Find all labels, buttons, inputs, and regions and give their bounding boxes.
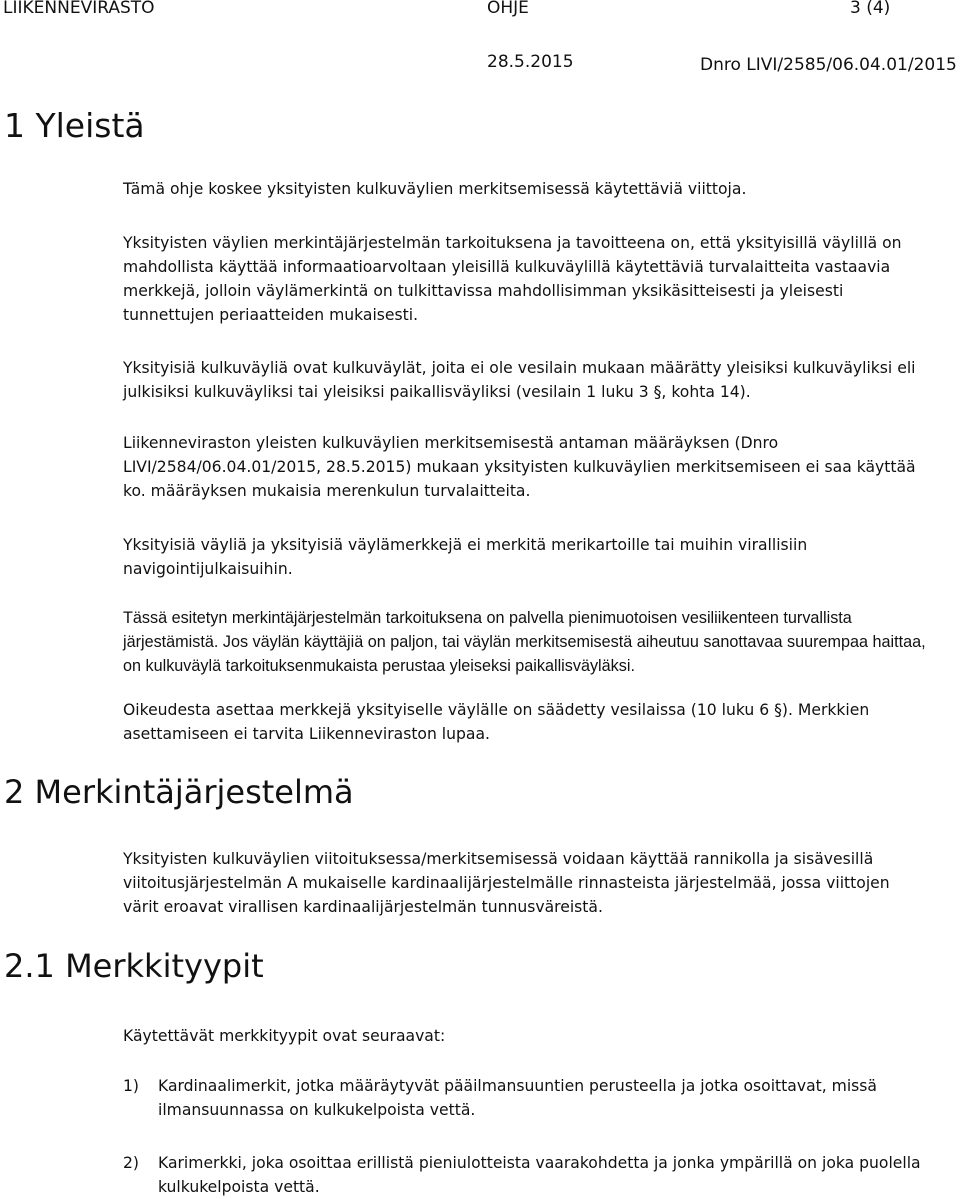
- paragraph-3: Yksityisiä kulkuväyliä ovat kulkuväylät, joita ei ole vesilain mukaan määrätty yleisiksi kulkuväyliksi eli julkisiksi kulkuväyliksi tai yleisiksi paikallisväyliksi (vesilain 1 luku 3 §, kohta 14).: [123, 359, 916, 401]
- paragraph-7: Oikeudesta asettaa merkkejä yksityiselle väylälle on säädetty vesilaissa (10 luku 6 §). Merkkien asettamiseen ei tarvita Liikenneviraston lupaa.: [123, 701, 870, 743]
- paragraph-1: Tämä ohje koskee yksityisten kulkuväylien merkitsemisessä käytettäviä viittoja.: [123, 180, 747, 198]
- header-date: 28.5.2015: [487, 52, 574, 72]
- list-item-number: 2): [123, 1154, 140, 1172]
- paragraph-9: Käytettävät merkkityypit ovat seuraavat:: [123, 1027, 446, 1045]
- paragraph-5: Yksityisiä väyliä ja yksityisiä väylämerkkejä ei merkitä merikartoille tai muihin virallisiin navigointijulkaisuihin.: [123, 536, 808, 578]
- list-item-text: Karimerkki, joka osoittaa erillistä pieniulotteista vaarakohdetta ja jonka ympärillä on joka puolella kulkukelpoista vettä.: [158, 1154, 921, 1196]
- paragraph-4: Liikenneviraston yleisten kulkuväylien merkitsemisestä antaman määräyksen (Dnro LIVI/2584/06.04.01/2015, 28.5.2015) mukaan yksityisten kulkuväylien merkitsemiseen ei saa käyttää ko. määräyksen mukaisia merenkulun turvalaitteita.: [123, 434, 916, 500]
- section-2-heading: 2 Merkintäjärjestelmä: [4, 773, 354, 811]
- paragraph-8: Yksityisten kulkuväylien viitoituksessa/merkitsemisessä voidaan käyttää rannikolla ja sisävesillä viitoitusjärjestelmän A mukaiselle kardinaalijärjestelmälle rinnasteista järjestelmää, jossa viittojen värit eroavat virallisen kardinaalijärjestelmän tunnusväreistä.: [123, 850, 890, 916]
- header-organization: LIIKENNEVIRASTO: [3, 0, 155, 18]
- list-item-text: Kardinaalimerkit, jotka määräytyvät pääilmansuuntien perusteella ja jotka osoittavat, missä ilmansuunnassa on kulkukelpoista vettä.: [158, 1077, 877, 1119]
- paragraph-2: Yksityisten väylien merkintäjärjestelmän tarkoituksena ja tavoitteena on, että yksityisillä väylillä on mahdollista käyttää informaatioarvoltaan yleisillä kulkuväylillä käytettäviä turvalaitteita vastaavia merkkejä, jolloin väylämerkintä on tulkittavissa mahdollisimman yksikäsitteisesti ja yleisesti tunnettujen periaatteiden mukaisesti.: [123, 234, 902, 324]
- header-page: 3 (4): [850, 0, 891, 18]
- section-2-1-heading: 2.1 Merkkityypit: [4, 947, 264, 985]
- header-reference: Dnro LIVI/2585/06.04.01/2015: [700, 55, 957, 75]
- list-item-number: 1): [123, 1077, 140, 1095]
- section-1-heading: 1 Yleistä: [4, 106, 145, 145]
- header-doc-type: OHJE: [487, 0, 529, 18]
- paragraph-6: Tässä esitetyn merkintäjärjestelmän tarkoituksena on palvella pienimuotoisen vesiliikenteen turvallista järjestämistä. Jos väylän käyttäjiä on paljon, tai väylän merkitsemisestä aiheutuu sanottavaa suurempaa haittaa, on kulkuväylä tarkoituksenmukaista perustaa yleiseksi paikallisväyläksi.: [123, 609, 926, 675]
